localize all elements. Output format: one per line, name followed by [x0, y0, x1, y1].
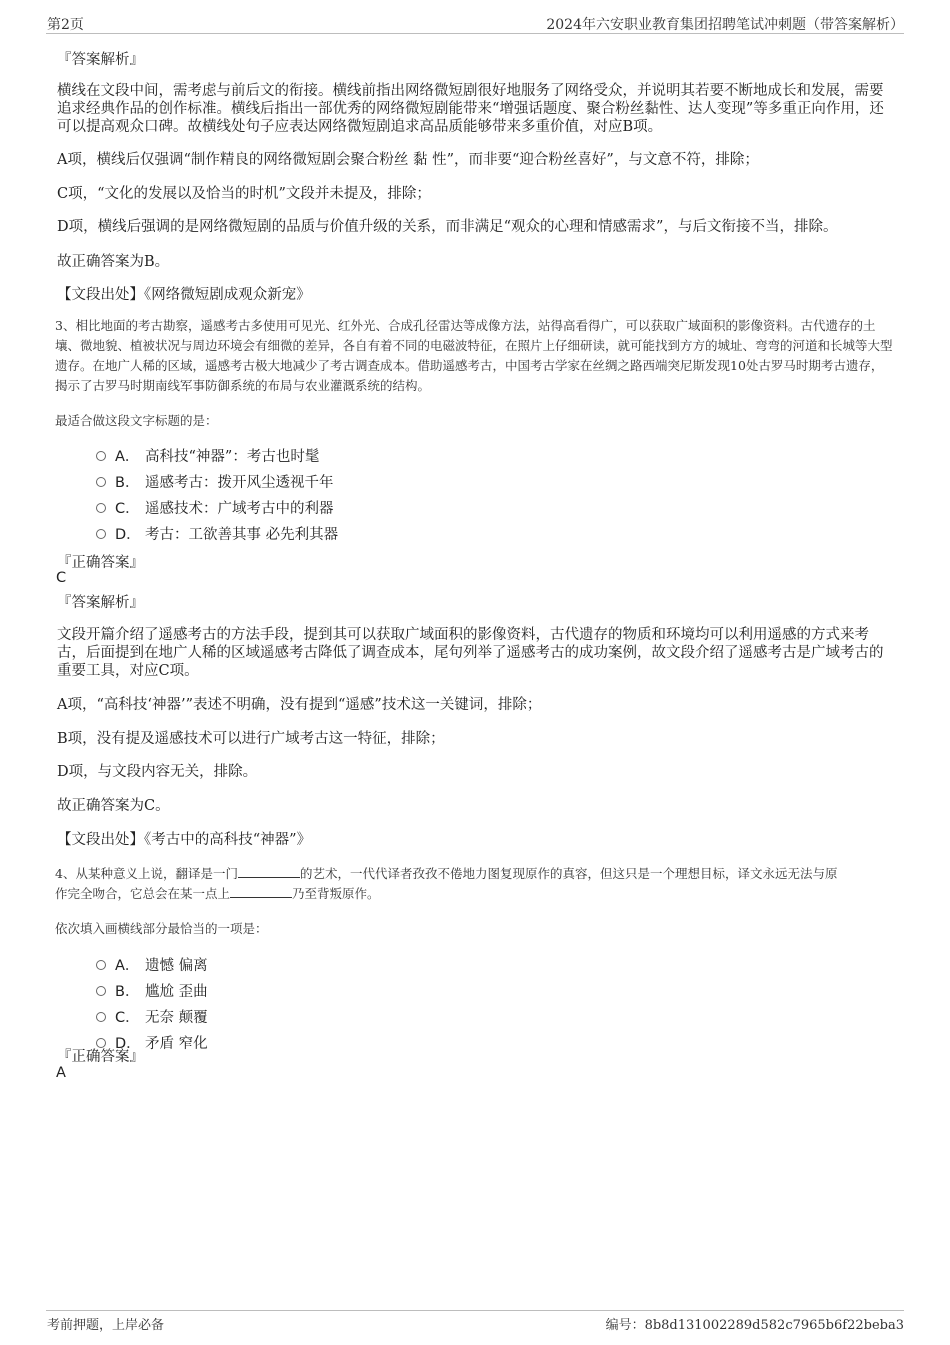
footer-divider [46, 1310, 904, 1311]
radio-icon[interactable] [96, 986, 106, 996]
option-text: 遗憾 偏离 [145, 958, 208, 974]
conclusion: 故正确答案为B。 [57, 254, 170, 270]
option-letter: A． [115, 958, 140, 974]
answer-value: C [56, 570, 67, 586]
question-3-option-a[interactable] [96, 445, 319, 465]
question-4-option-c[interactable] [96, 1006, 208, 1026]
header-divider [46, 33, 904, 34]
analysis-option-d: D项，与文段内容无关，排除。 [57, 764, 258, 780]
question-4-text-part: 的艺术，一代代译者孜孜不倦地力图复现原作的真容，但这只是一个理想目标，译文永远无法与原 [299, 866, 838, 881]
question-4-text-part: 4、从某种意义上说，翻译是一门 [55, 866, 238, 881]
fill-blank-1 [238, 865, 300, 878]
analysis-option-c: C项，“文化的发展以及恰当的时机”文段并未提及，排除； [57, 186, 431, 202]
question-3-option-b[interactable] [96, 471, 334, 491]
answer-heading: 『正确答案』 [57, 1049, 144, 1065]
conclusion: 故正确答案为C。 [57, 798, 170, 814]
radio-icon[interactable] [96, 477, 106, 487]
page-number: 第2页 [47, 17, 84, 33]
analysis-heading: 『答案解析』 [57, 52, 144, 68]
analysis-text: 文段开篇介绍了遥感考古的方法手段，提到其可以获取广域面积的影像资料，古代遗存的物质和环境均可以利用遥感的方式来考古，后面提到在地广人稀的区域遥感考古降低了调查成本，尾句列举了遥感考古的成功案例，故文段介绍了遥感考古是广域考古的重要工具，对应C项。 [57, 627, 884, 679]
option-text: 遥感技术：广域考古中的利器 [145, 501, 334, 517]
question-4-text [55, 864, 895, 904]
option-text: 无奈 颠覆 [145, 1010, 208, 1026]
option-letter: D． [115, 527, 141, 543]
option-text: 遥感考古：拨开风尘透视千年 [145, 475, 334, 491]
question-3-prompt: 最适合做这段文字标题的是： [55, 413, 218, 428]
option-letter: C． [115, 1010, 140, 1026]
option-text: 高科技“神器”：考古也时髦 [145, 449, 320, 465]
option-letter: B． [115, 475, 140, 491]
analysis-option-d: D项，横线后强调的是网络微短剧的品质与价值升级的关系，而非满足“观众的心理和情感需求”，与后文衔接不当，排除。 [57, 219, 838, 235]
question-4-text-part: 作完全吻合，它总会在某一点上 [55, 886, 231, 901]
question-3-option-d[interactable] [96, 523, 338, 543]
question-4-option-a[interactable] [96, 954, 208, 974]
option-letter: A． [115, 449, 140, 465]
question-3-option-c[interactable] [96, 497, 334, 517]
answer-value: A [56, 1065, 66, 1081]
radio-icon[interactable] [96, 503, 106, 513]
option-letter: B． [115, 984, 140, 1000]
question-4-option-b[interactable] [96, 980, 208, 1000]
source-citation: 【文段出处】《网络微短剧成观众新宠》 [57, 287, 311, 303]
source-citation: 【文段出处】《考古中的高科技“神器”》 [57, 832, 312, 848]
question-4-text-part: 乃至背叛原作。 [292, 886, 380, 901]
radio-icon[interactable] [96, 451, 106, 461]
radio-icon[interactable] [96, 529, 106, 539]
document-title: 2024年六安职业教育集团招聘笔试冲刺题（带答案解析） [546, 17, 904, 33]
document-id: 编号：8b8d131002289d582c7965b6f22beba3 [605, 1318, 904, 1333]
option-text: 尴尬 歪曲 [145, 984, 208, 1000]
footer-slogan: 考前押题，上岸必备 [47, 1318, 165, 1333]
question-4-prompt: 依次填入画横线部分最恰当的一项是： [55, 921, 268, 936]
option-letter: D． [115, 1036, 141, 1052]
analysis-option-b: B项，没有提及遥感技术可以进行广域考古这一特征，排除； [57, 731, 445, 747]
analysis-heading: 『答案解析』 [57, 595, 144, 611]
analysis-option-a: A项，横线后仅强调“制作精良的网络微短剧会聚合粉丝 黏 性”，而非要“迎合粉丝喜好”，与文意不符，排除； [57, 152, 759, 168]
analysis-text: 横线在文段中间，需考虑与前后文的衔接。横线前指出网络微短剧很好地服务了网络受众，并说明其若要不断地成长和发展，需要追求经典作品的创作标准。横线后指出一部优秀的网络微短剧能带来“增强话题度、聚合粉丝黏性、达人变现”等多重正向作用，还可以提高观众口碑。故横线处句子应表达网络微短剧追求高品质能够带来多重价值，对应B项。 [57, 83, 884, 135]
option-text: 考古：工欲善其事 必先利其器 [145, 527, 339, 543]
analysis-option-a: A项，“高科技‘神器’”表述不明确，没有提到“遥感”技术这一关键词，排除； [57, 697, 542, 713]
question-3-text: 3、相比地面的考古勘察，遥感考古多使用可见光、红外光、合成孔径雷达等成像方法，站得高看得广，可以获取广域面积的影像资料。古代遗存的土壤、微地貌、植被状况与周边环境会有细微的差异，各自有着不同的电磁波特征，在照片上仔细研读，就可能找到方方的城址、弯弯的河道和长城等大型遗存。在地广人稀的区域，遥感考古极大地减少了考古调查成本。借助遥感考古，中国考古学家在丝绸之路西端突尼斯发现10处古罗马时期考古遗存，揭示了古罗马时期南线军事防御系统的布局与农业灌溉系统的结构。 [55, 318, 893, 393]
answer-heading: 『正确答案』 [57, 555, 144, 571]
fill-blank-2 [230, 885, 292, 898]
radio-icon[interactable] [96, 960, 106, 970]
radio-icon[interactable] [96, 1012, 106, 1022]
option-letter: C． [115, 501, 140, 517]
option-text: 矛盾 窄化 [145, 1036, 208, 1052]
